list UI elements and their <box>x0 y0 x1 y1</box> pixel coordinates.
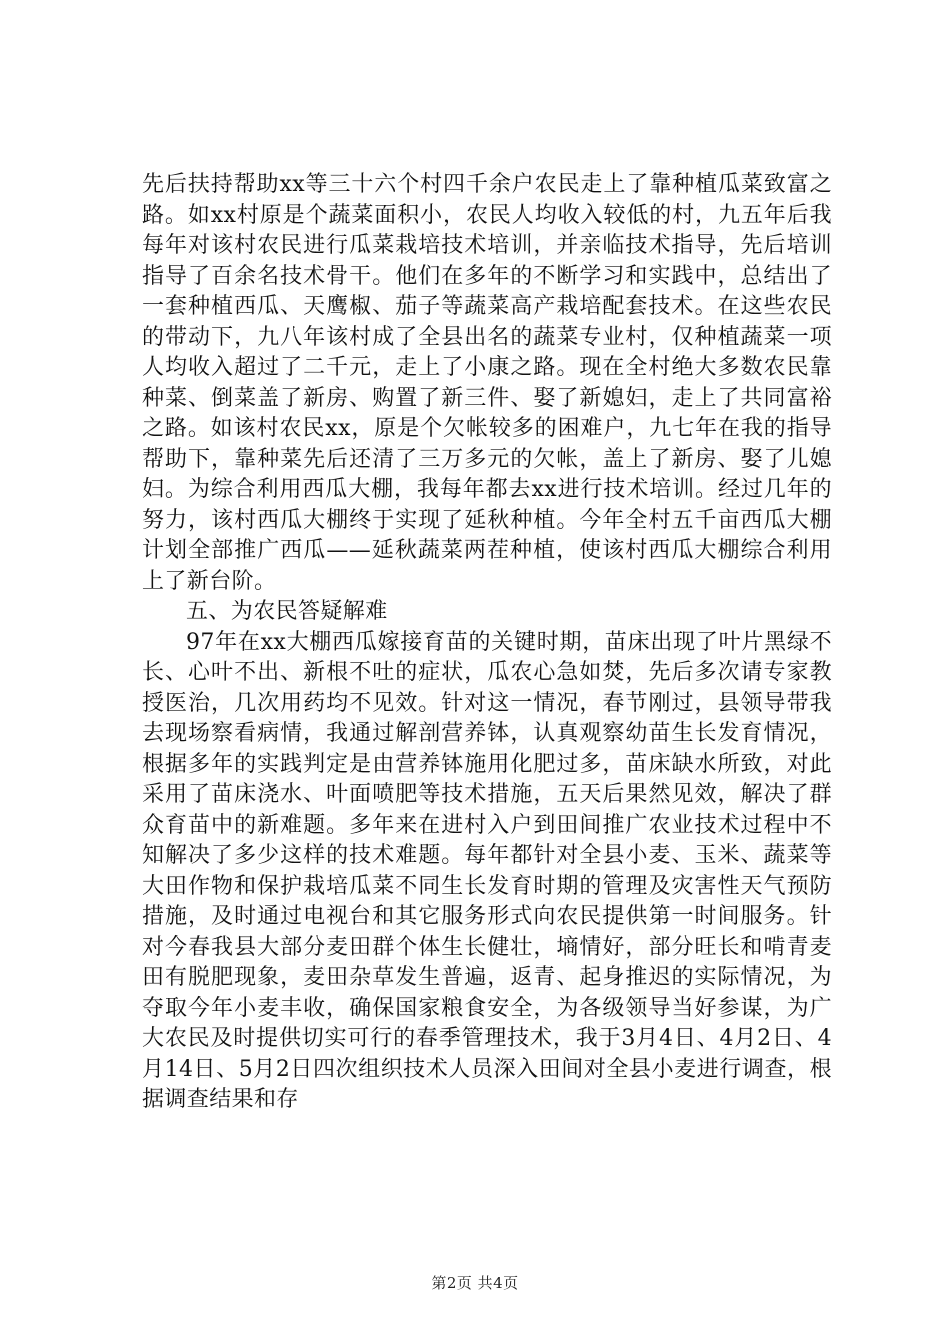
document-body <box>142 170 832 1116</box>
paragraph-vegetable-villages: 先后扶持帮助xx等三十六个村四千余户农民走上了靠种植瓜菜致富之路。如xx村原是个蔬菜面积小，农民人均收入较低的村，九五年后我每年对该村农民进行瓜菜栽培技术培训，并亲临技术指导，先后培训指导了百余名技术骨干。他们在多年的不断学习和实践中，总结出了一套种植西瓜、天鹰椒、茄子等蔬菜高产栽培配套技术。在这些农民的带动下，九八年该村成了全县出名的蔬菜专业村，仅种植蔬菜一项人均收入超过了二千元，走上了小康之路。现在全村绝大多数农民靠种菜、倒菜盖了新房、购置了新三件、娶了新媳妇，走上了共同富裕之路。如该村农民xx，原是个欠帐较多的困难户，九七年在我的指导帮助下，靠种菜先后还清了三万多元的欠帐，盖上了新房、娶了儿媳妇。为综合利用西瓜大棚，我每年都去xx进行技术培训。经过几年的努力，该村西瓜大棚终于实现了延秋种植。今年全村五千亩西瓜大棚计划全部推广西瓜——延秋蔬菜两茬种植，使该村西瓜大棚综合利用上了新台阶。 <box>142 172 832 594</box>
page-number-footer: 第2页 共4页 <box>431 1274 519 1292</box>
section-heading-answer-questions: 五、为农民答疑解难 <box>186 599 388 624</box>
paragraph-seedling-problem: 97年在xx大棚西瓜嫁接育苗的关键时期，苗床出现了叶片黑绿不长、心叶不出、新根不吐的症状，瓜农心急如焚，先后多次请专家教授医治，几次用药均不见效。针对这一情况，春节刚过，县领导带我去现场察看病情，我通过解剖营养钵，认真观察幼苗生长发育情况，根据多年的实践判定是由营养钵施用化肥过多，苗床缺水所致，对此采用了苗床浇水、叶面喷肥等技术措施，五天后果然见效，解决了群众育苗中的新难题。多年来在进村入户到田间推广农业技术过程中不知解决了多少这样的技术难题。每年都针对全县小麦、玉米、蔬菜等大田作物和保护栽培瓜菜不同生长发育时期的管理及灾害性天气预防措施，及时通过电视台和其它服务形式向农民提供第一时间服务。针对今春我县大部分麦田群个体生长健壮，墒情好，部分旺长和啃青麦田有脱肥现象，麦田杂草发生普遍，返青、起身推迟的实际情况，为夺取今年小麦丰收，确保国家粮食安全，为各级领导当好参谋，为广大农民及时提供切实可行的春季管理技术，我于3月4日、4月2日、4月14日、5月2日四次组织技术人员深入田间对全县小麦进行调查，根据调查结果和存 <box>142 629 832 1112</box>
